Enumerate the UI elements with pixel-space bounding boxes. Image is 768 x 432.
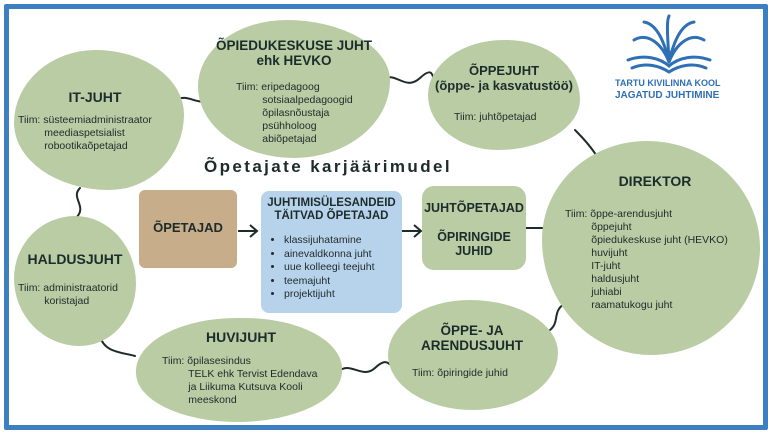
arendusjuht-title: ÕPPE- JA ARENDUSJUHT: [420, 323, 523, 354]
oppejuht-team: Tiim: juhtõpetajad: [454, 111, 537, 123]
talent-item: • klassijuhatamine: [284, 234, 375, 248]
link-arendus-direktor: [550, 304, 564, 330]
hevko-title: ÕPIEDUKESKUSE JUHT ehk HEVKO: [215, 38, 373, 69]
direktor-title: DIREKTOR: [618, 173, 692, 189]
arrow-2: [402, 225, 421, 237]
talent-item: • teemajuht: [284, 275, 375, 289]
talent-item: • ainevaldkonna juht: [284, 248, 375, 262]
arendusjuht-team: Tiim: õpiringide juhid: [412, 367, 508, 379]
oppejuht-title: ÕPPEJUHT (õppe- ja kasvatustöö): [435, 63, 573, 93]
blob-oppejuht: [428, 40, 580, 150]
juhtopetajad-label: JUHTÕPETAJAD: [424, 201, 524, 215]
haldusjuht-title: HALDUSJUHT: [27, 251, 123, 267]
hevko-team: Tiim: eripedagoog sotsiaalpedagoogid õpilasnõustaja psühholoog abiõpetajad: [236, 81, 353, 145]
link-huvi-arendus: [338, 362, 394, 372]
opiringide-label: ÕPIRINGIDE JUHID: [437, 230, 511, 258]
talents-title: JUHTIMISÜLESANDEID TÄITVAD ÕPETAJAD: [267, 197, 396, 222]
huvijuht-team: Tiim: õpilasesindus TELK ehk Tervist Edendava ja Liikuma Kutsuva Kooli meeskond: [162, 355, 318, 406]
arrow-1: [238, 225, 257, 237]
talents-list: [270, 234, 375, 302]
haldusjuht-team: Tiim: administraatorid koristajad: [18, 282, 118, 307]
logo-line-2: JAGATUD JUHTIMINE: [615, 90, 720, 101]
logo-line-1: TARTU KIVILINNA KOOL: [615, 78, 721, 88]
opetajad-label: ÕPETAJAD: [153, 220, 223, 235]
link-it-haldus: [76, 188, 80, 218]
huvijuht-title: HUVIJUHT: [205, 329, 276, 345]
talent-item: • projektijuht: [284, 288, 375, 302]
blob-arendusjuht: [388, 300, 558, 410]
career-model-title: Õpetajate karjäärimudel: [204, 157, 452, 176]
it-juht-team: Tiim: süsteemiadministraator meediaspetsialist robootikaõpetajad: [18, 114, 152, 152]
direktor-team: Tiim: õppe-arendusjuht õppejuht õpiedukeskuse juht (HEVKO) huvijuht IT-juht haldusjuht juhiabi raamatukogu juht: [565, 208, 728, 311]
book-crown-icon: [622, 10, 716, 74]
it-juht-title: IT-JUHT: [68, 89, 122, 105]
link-hevko-oppejuht: [384, 72, 435, 83]
talent-item: • uue kolleegi teejuht: [284, 261, 375, 275]
